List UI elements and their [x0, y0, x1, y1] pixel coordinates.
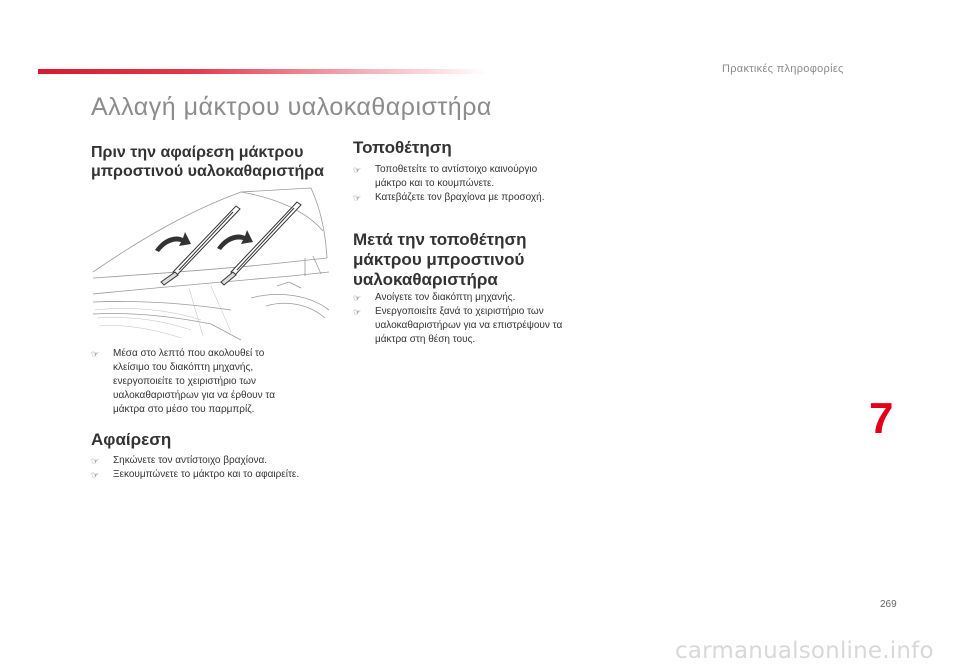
bullet-line: Σηκώνετε τον αντίστοιχο βραχίονα. [113, 455, 268, 466]
removal-list [91, 454, 351, 482]
hand-pointer-icon: ☞ [91, 349, 100, 359]
bullet-line: μάκτρα στο μέσο του παρμπρίζ. [113, 404, 255, 415]
bullet-line: Ανοίγετε τον διακόπτη μηχανής. [375, 292, 516, 303]
chapter-color-bar [38, 69, 488, 74]
removal-heading: Αφαίρεση [91, 430, 172, 449]
hand-pointer-icon: ☞ [353, 293, 362, 303]
section-header: Πρακτικές πληροφορίες [722, 63, 844, 75]
after-install-heading-line3: υαλοκαθαριστήρα [353, 270, 498, 289]
bullet-line: Ενεργοποιείτε ξανά το χειριστήριο των [375, 306, 544, 317]
list-item [353, 305, 613, 347]
list-item [353, 191, 613, 205]
bullet-line: υαλοκαθαριστήρων για να έρθουν τα [113, 390, 275, 401]
bullet-line: ενεργοποιείτε το χειριστήριο των [113, 376, 256, 387]
list-item [91, 468, 351, 482]
bullet-line: Ξεκουμπώνετε το μάκτρο και το αφαιρείτε. [113, 469, 300, 480]
after-install-heading-line1: Μετά την τοποθέτηση [353, 230, 527, 249]
before-removal-heading [91, 143, 324, 181]
install-list [353, 163, 613, 205]
list-item [91, 454, 351, 468]
hand-pointer-icon: ☞ [91, 470, 100, 480]
bullet-line: υαλοκαθαριστήρων για να επιστρέψουν τα [375, 320, 563, 331]
list-item [353, 163, 613, 191]
after-install-heading [353, 230, 526, 290]
windshield-wiper-illustration [91, 186, 331, 341]
hand-pointer-icon: ☞ [353, 193, 362, 203]
bullet-line: Τοποθετείτε το αντίστοιχο καινούργιο [375, 164, 538, 175]
chapter-number: 7 [869, 394, 894, 443]
page-title: Αλλαγή μάκτρου υαλοκαθαριστήρα [91, 93, 492, 121]
page-number: 269 [880, 599, 897, 610]
before-removal-heading-line2: μπροστινού υαλοκαθαριστήρα [91, 163, 324, 180]
bullet-line: Κατεβάζετε τον βραχίονα με προσοχή. [375, 192, 545, 203]
bullet-line: μάκτρα στη θέση τους. [375, 334, 476, 345]
before-removal-heading-line1: Πριν την αφαίρεση μάκτρου [91, 144, 304, 161]
before-removal-list [91, 347, 331, 417]
hand-pointer-icon: ☞ [353, 165, 362, 175]
hand-pointer-icon: ☞ [353, 307, 362, 317]
bullet-line: Μέσα στο λεπτό που ακολουθεί το [113, 348, 265, 359]
list-item [353, 291, 613, 305]
watermark: carmanualsonline.info [675, 638, 934, 664]
bullet-line: κλείσιμο του διακόπτη μηχανής, [113, 362, 254, 373]
install-heading: Τοποθέτηση [353, 138, 452, 157]
after-install-heading-line2: μάκτρου μπροστινού [353, 250, 525, 269]
after-install-list [353, 291, 613, 347]
bullet-line: μάκτρο και το κουμπώνετε. [375, 178, 495, 189]
hand-pointer-icon: ☞ [91, 456, 100, 466]
list-item [91, 347, 331, 417]
